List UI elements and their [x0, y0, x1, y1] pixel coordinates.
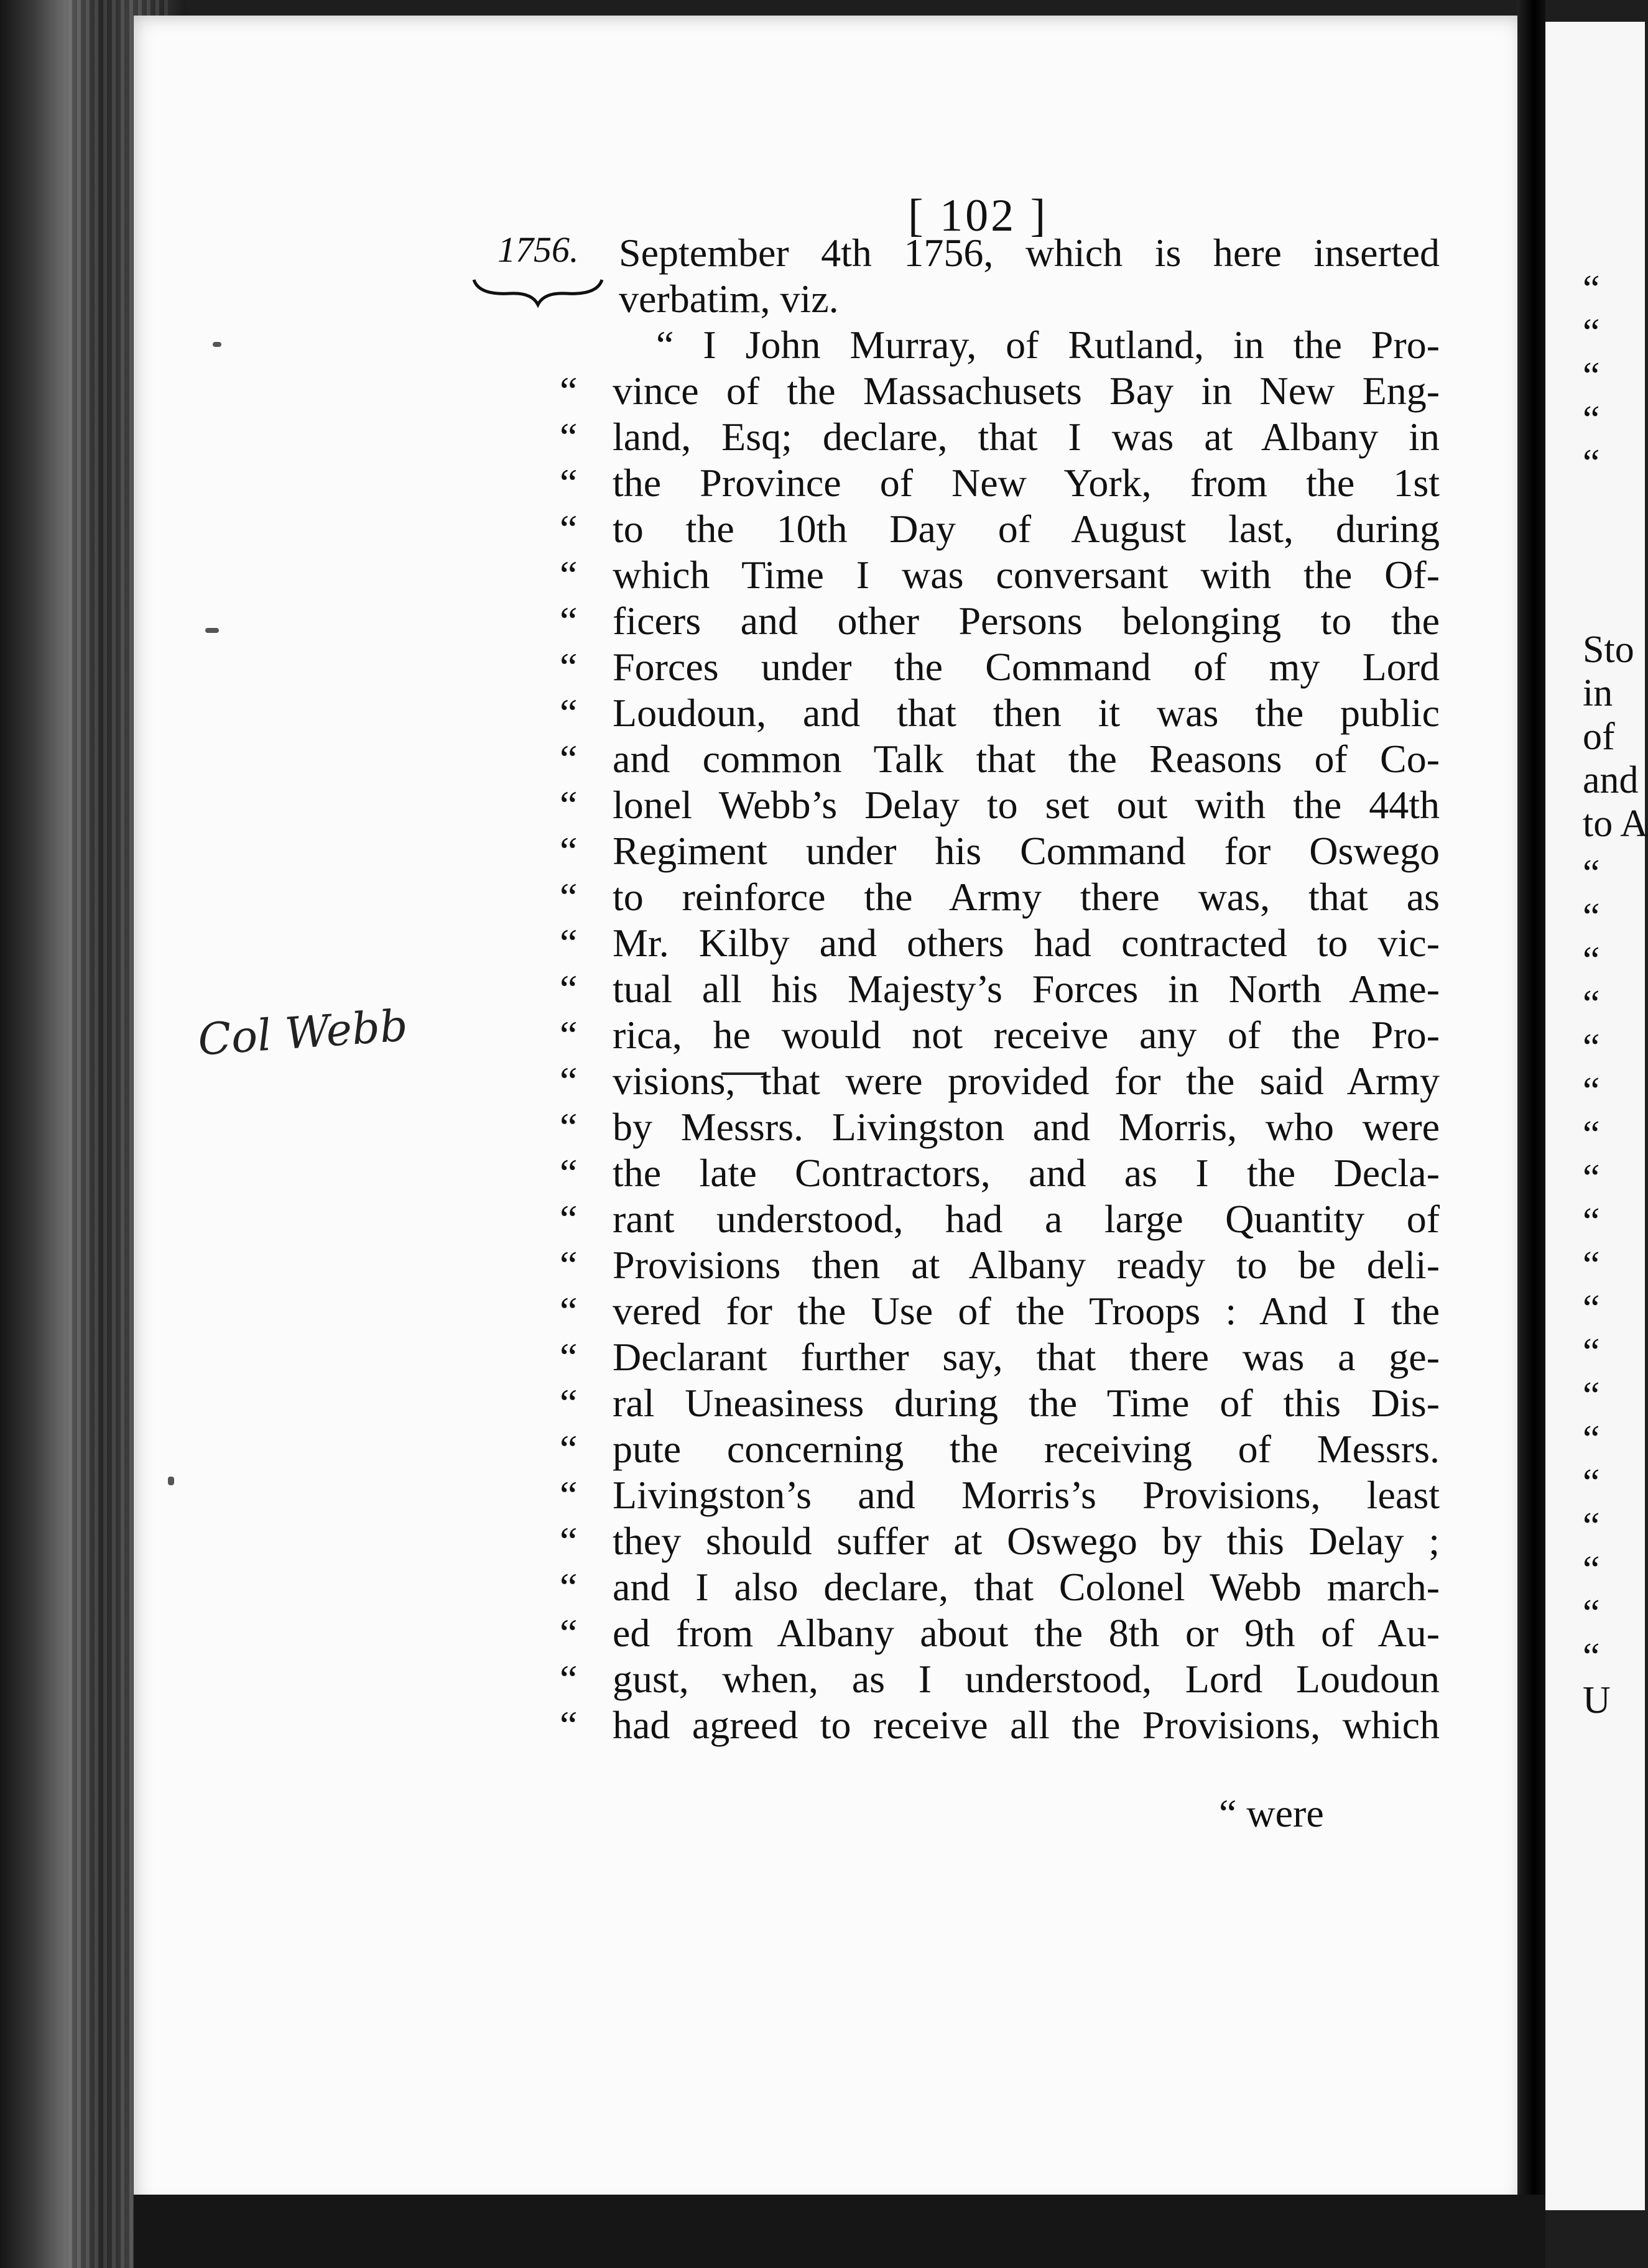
quote-mark: “ [560, 1151, 578, 1195]
text-line [560, 1426, 1440, 1472]
quote-mark: “ [560, 1611, 578, 1655]
text-line [613, 230, 1440, 276]
text-line [613, 276, 1440, 322]
line-text: rica, he would not receive any of the Pro- [613, 1013, 1440, 1057]
facing-page-line: “ [1583, 355, 1600, 397]
quote-mark: “ [560, 415, 578, 459]
quote-mark: “ [560, 1381, 578, 1425]
facing-page-line: “ [1583, 1026, 1600, 1069]
quote-mark: “ [560, 875, 578, 919]
quote-mark: “ [560, 645, 578, 689]
line-text: Regiment under his Command for Oswego [613, 829, 1440, 873]
facing-page-line: “ [1583, 1331, 1600, 1373]
facing-page-line: Sto [1583, 629, 1634, 671]
text-line [560, 1288, 1440, 1334]
line-text: and common Talk that the Reasons of Co- [613, 737, 1440, 781]
speck [213, 342, 221, 347]
line-text: visions, that were provided for the said Army [613, 1059, 1440, 1103]
quote-mark: “ [560, 1519, 578, 1563]
line-text: pute concerning the receiving of Messrs. [613, 1427, 1440, 1471]
line-text: Provisions then at Albany ready to be deli- [613, 1243, 1440, 1287]
brace-icon [473, 274, 603, 311]
line-text: vered for the Use of the Troops : And I the [613, 1289, 1440, 1333]
facing-page-line: “ [1583, 1201, 1600, 1243]
line-text: by Messrs. Livingston and Morris, who were [613, 1105, 1440, 1149]
facing-page-line: “ [1583, 1113, 1600, 1156]
line-text: “ I John Murray, of Rutland, in the Pro- [656, 323, 1440, 367]
text-line [560, 368, 1440, 414]
facing-page-line: “ [1583, 939, 1600, 982]
facing-page-line: U [1583, 1679, 1611, 1722]
line-text: they should suffer at Oswego by this Delay ; [613, 1519, 1440, 1563]
quote-mark: “ [560, 737, 578, 781]
quote-mark: “ [560, 1335, 578, 1379]
text-line [560, 1012, 1440, 1058]
facing-page-line: “ [1583, 1070, 1600, 1112]
text-line [560, 1472, 1440, 1518]
quote-mark: “ [560, 1243, 578, 1287]
bottom-shadow [134, 2195, 1545, 2268]
line-text: gust, when, as I understood, Lord Loudoun [613, 1657, 1440, 1701]
quote-mark: “ [560, 507, 578, 551]
facing-page-line: “ [1583, 1505, 1600, 1547]
facing-page-line: “ [1583, 311, 1600, 354]
facing-page-line: “ [1583, 1636, 1600, 1678]
line-text: land, Esq; declare, that I was at Albany in [613, 415, 1440, 459]
line-text: ficers and other Persons belonging to the [613, 599, 1440, 643]
facing-page-line: “ [1583, 896, 1600, 938]
facing-page-line: of [1583, 716, 1615, 758]
quote-mark: “ [560, 1197, 578, 1241]
facing-page-line: “ [1583, 983, 1600, 1025]
facing-page-line: “ [1583, 399, 1600, 441]
quote-mark: “ [560, 369, 578, 413]
facing-page-line: “ [1583, 852, 1600, 895]
line-text: to reinforce the Army there was, that as [613, 875, 1440, 919]
line-text: vince of the Massachusets Bay in New Eng- [613, 369, 1440, 413]
text-line [613, 322, 1440, 368]
text-line [560, 1334, 1440, 1380]
text-line [560, 736, 1440, 782]
margin-year: 1756. [498, 229, 579, 270]
handwritten-margin-note: Col Webb [196, 1000, 410, 1066]
facing-page-line: “ [1583, 1244, 1600, 1286]
facing-page-line: “ [1583, 1462, 1600, 1504]
facing-page-line: “ [1583, 442, 1600, 484]
quote-mark: “ [560, 1059, 578, 1103]
facing-page-line: to A [1583, 803, 1648, 845]
facing-page-line: and [1583, 759, 1639, 801]
speck [168, 1477, 174, 1485]
quote-mark: “ [560, 599, 578, 643]
text-line [560, 1656, 1440, 1702]
text-line [560, 1150, 1440, 1196]
quote-mark: “ [560, 967, 578, 1011]
facing-page-line: “ [1583, 1288, 1600, 1330]
text-line [560, 920, 1440, 966]
text-line [560, 1104, 1440, 1150]
quote-mark: “ [560, 783, 578, 827]
quote-mark: “ [560, 921, 578, 965]
catchword: “ were [1219, 1791, 1324, 1835]
body-text [560, 230, 1440, 1748]
facing-page-line: “ [1583, 1549, 1600, 1591]
quote-mark: “ [560, 1105, 578, 1149]
quote-mark: “ [560, 829, 578, 873]
quote-mark: “ [560, 553, 578, 597]
line-text: Mr. Kilby and others had contracted to vic- [613, 921, 1440, 965]
text-line [560, 690, 1440, 736]
text-line [560, 782, 1440, 828]
quote-mark: “ [560, 1289, 578, 1333]
facing-page-line: “ [1583, 1157, 1600, 1199]
line-text: September 4th 1756, which is here inserted [619, 231, 1440, 275]
line-text: and I also declare, that Colonel Webb march- [613, 1565, 1440, 1609]
text-line [560, 414, 1440, 460]
text-line [560, 1564, 1440, 1610]
page-edge-shadow [1517, 0, 1545, 2268]
quote-mark: “ [560, 1013, 578, 1057]
quote-mark: “ [560, 461, 578, 505]
quote-mark: “ [560, 1703, 578, 1747]
line-text: Declarant further say, that there was a ge- [613, 1335, 1440, 1379]
line-text: which Time I was conversant with the Of- [613, 553, 1440, 597]
text-line [560, 1518, 1440, 1564]
line-text: ed from Albany about the 8th or 9th of Au- [613, 1611, 1440, 1655]
text-line [560, 1242, 1440, 1288]
facing-page-line: in [1583, 672, 1613, 714]
text-line [560, 1196, 1440, 1242]
text-line [560, 966, 1440, 1012]
facing-page-line: “ [1583, 268, 1600, 310]
facing-page-line: “ [1583, 1375, 1600, 1417]
text-line [560, 460, 1440, 506]
facing-page-line: “ [1583, 1418, 1600, 1460]
quote-mark: “ [560, 1657, 578, 1701]
text-line [560, 1058, 1440, 1104]
line-text: Livingston’s and Morris’s Provisions, least [613, 1473, 1440, 1517]
line-text: rant understood, had a large Quantity of [613, 1197, 1440, 1241]
text-line [560, 506, 1440, 552]
text-line [560, 1380, 1440, 1426]
text-line [560, 1702, 1440, 1748]
line-text: the Province of New York, from the 1st [613, 461, 1440, 505]
line-text: tual all his Majesty’s Forces in North Ame- [613, 967, 1440, 1011]
facing-page-line: “ [1583, 1592, 1600, 1634]
quote-mark: “ [560, 1473, 578, 1517]
text-line [560, 874, 1440, 920]
text-line [560, 552, 1440, 598]
line-text: Loudoun, and that then it was the public [613, 691, 1440, 735]
line-text: lonel Webb’s Delay to set out with the 44th [613, 783, 1440, 827]
text-line [560, 644, 1440, 690]
line-text: ral Uneasiness during the Time of this Dis- [613, 1381, 1440, 1425]
line-text: verbatim, viz. [619, 277, 839, 321]
quote-mark: “ [560, 1565, 578, 1609]
line-text: Forces under the Command of my Lord [613, 645, 1440, 689]
line-text: had agreed to receive all the Provisions, which [613, 1703, 1440, 1747]
line-text: the late Contractors, and as I the Decla- [613, 1151, 1440, 1195]
page-number: [ 102 ] [908, 190, 1049, 241]
line-text: to the 10th Day of August last, during [613, 507, 1440, 551]
speck [205, 628, 219, 633]
text-line [560, 598, 1440, 644]
text-line [560, 1610, 1440, 1656]
text-line [560, 828, 1440, 874]
quote-mark: “ [560, 1427, 578, 1471]
quote-mark: “ [560, 691, 578, 735]
